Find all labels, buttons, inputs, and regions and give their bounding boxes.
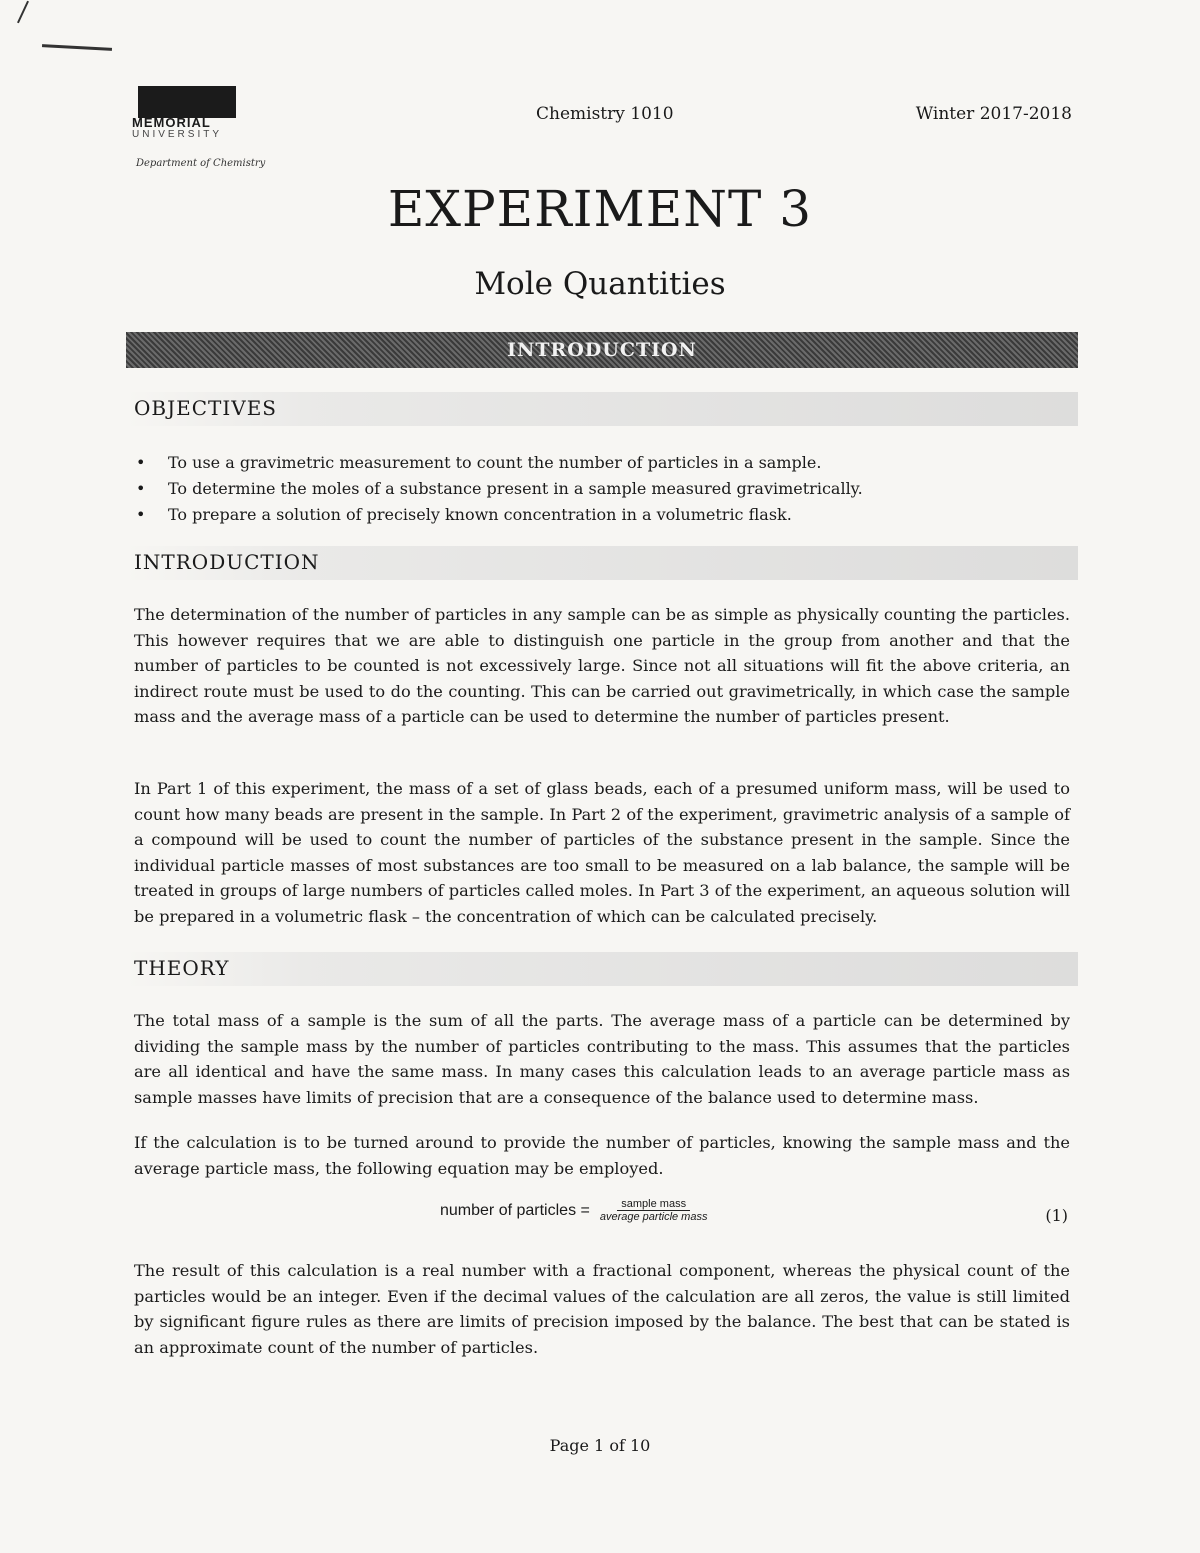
term: Winter 2017-2018	[915, 104, 1072, 124]
university-logo	[130, 86, 240, 146]
section-banner	[126, 332, 1078, 368]
equation	[440, 1198, 711, 1223]
equation-number: (1)	[1045, 1206, 1068, 1225]
introduction-heading: INTRODUCTION	[134, 550, 320, 574]
scan-artifact-line	[42, 44, 112, 51]
list-item: • To prepare a solution of precisely known concentration in a volumetric flask.	[132, 502, 1072, 528]
theory-paragraph: If the calculation is to be turned around to provide the number of particles, knowing the sample mass and the average particle mass, the following equation may be employed.	[134, 1133, 1070, 1178]
logo-name: MEMORIAL	[132, 115, 211, 130]
equation-numerator: sample mass	[617, 1198, 690, 1211]
theory-heading-bar	[126, 952, 1078, 986]
course-name: Chemistry 1010	[536, 104, 674, 124]
experiment-title: EXPERIMENT 3	[387, 180, 813, 238]
experiment-subtitle: Mole Quantities	[474, 266, 726, 302]
theory-heading: THEORY	[134, 956, 230, 980]
logo-mark	[138, 86, 236, 118]
equation-denominator: average particle mass	[599, 1211, 708, 1223]
scan-artifact-line	[17, 1, 29, 24]
list-item: • To determine the moles of a substance present in a sample measured gravimetrically.	[132, 476, 1072, 502]
department-name: Department of Chemistry	[136, 158, 266, 169]
objectives-heading: OBJECTIVES	[134, 396, 277, 420]
equation-lhs: number of particles =	[440, 1201, 590, 1219]
introduction-heading-bar	[126, 546, 1078, 580]
equation-fraction	[596, 1198, 712, 1223]
introduction-paragraph: In Part 1 of this experiment, the mass of a set of glass beads, each of a presumed uniform mass, will be used to count how many beads are present in the sample. In Part 2 of the experiment, gravimetric analysis of a sample of a compound will be used to count the number of particles of the substance present in the sample. Since the individual particle masses of most substances are too small to be measured on a lab balance, the sample will be treated in groups of large numbers of particles called moles. In Part 3 of the experiment, an aqueous solution will be prepared in a volumetric flask – the concentration of which can be calculated precisely.	[134, 779, 1070, 926]
banner-label: INTRODUCTION	[507, 339, 697, 361]
objectives-list	[132, 450, 1072, 528]
objectives-heading-bar	[126, 392, 1078, 426]
theory-paragraph: The result of this calculation is a real number with a fractional component, whereas the physical count of the particles would be an integer. Even if the decimal values of the calculation are all zeros, the value is still limited by significant figure rules as there are limits of precision imposed by the balance. The best that can be stated is an approximate count of the number of particles.	[134, 1261, 1070, 1357]
theory-paragraph: The total mass of a sample is the sum of all the parts. The average mass of a particle can be determined by dividing the sample mass by the number of particles contributing to the mass. This assumes that the particles are all identical and have the same mass. In many cases this calculation leads to an average particle mass as sample masses have limits of precision that are a consequence of the balance used to determine mass.	[134, 1011, 1070, 1107]
page-number: Page 1 of 10	[549, 1436, 651, 1455]
logo-university: UNIVERSITY	[132, 129, 223, 140]
introduction-paragraph: The determination of the number of particles in any sample can be as simple as physically counting the particles. This however requires that we are able to distinguish one particle in the group from another and that the number of particles to be counted is not excessively large. Since not all situations will fit the above criteria, an indirect route must be used to do the counting. This can be carried out gravimetrically, in which case the sample mass and the average mass of a particle can be used to determine the number of particles present.	[134, 605, 1070, 727]
list-item: • To use a gravimetric measurement to count the number of particles in a sample.	[132, 450, 1072, 476]
